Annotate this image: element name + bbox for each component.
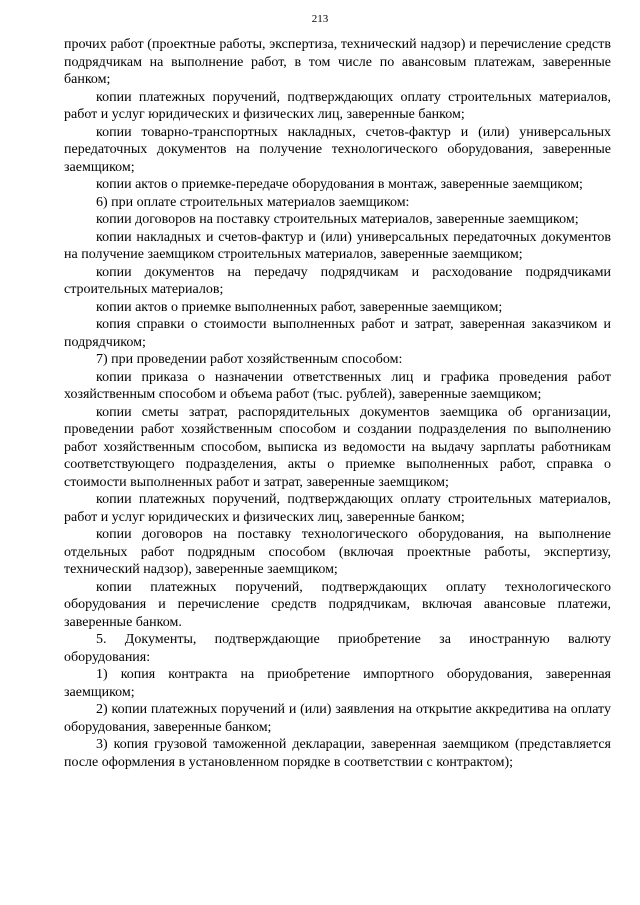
paragraph: 5. Документы, подтверждающие приобретение за иностранную валюту оборудования: xyxy=(64,632,611,665)
paragraph: копии договоров на поставку технологического оборудования, на выполнение отдельных работ подрядным способом (включая проектные работы, экспертизу, технический надзор), заверенные заемщиком; xyxy=(64,527,611,577)
paragraph: 2) копии платежных поручений и (или) заявления на открытие аккредитива на оплату оборудования, заверенные банком; xyxy=(64,702,611,735)
paragraph: копии актов о приемке-передаче оборудования в монтаж, заверенные заемщиком; xyxy=(96,177,583,192)
paragraph: прочих работ (проектные работы, экспертиза, технический надзор) и перечисление средств подрядчикам на выполнение работ, в том числе по авансовым платежам, заверенные банком; xyxy=(64,37,611,87)
paragraph: копии товарно-транспортных накладных, счетов-фактур и (или) универсальных передаточных документов на получение технологического оборудования, заверенные заемщиком; xyxy=(64,124,611,175)
paragraph: копии сметы затрат, распорядительных документов заемщика об организации, проведении работ хозяйственным способом и создании подразделения по выполнению работ хозяйственным способом, выписка из ведомости на выдачу зарплаты работникам соответствующего подразделения, акты о приемке выполненных работ, справка о стоимости выполненных работ и затрат, заверенные заемщиком; xyxy=(64,404,611,490)
paragraph: копии актов о приемке выполненных работ, заверенные заемщиком; xyxy=(96,299,503,315)
paragraph: 6) при оплате строительных материалов заемщиком: xyxy=(96,194,410,210)
paragraph: 1) копия контракта на приобретение импортного оборудования, заверенная заемщиком; xyxy=(64,667,611,700)
paragraph: копии платежных поручений, подтверждающих оплату строительных материалов, работ и услуг юридических и физических лиц, заверенные банком; xyxy=(64,492,611,525)
page-number: 213 xyxy=(311,13,329,25)
paragraph: 3) копия грузовой таможенной декларации, заверенная заемщиком (представляется после оформления в установленном порядке в соответствии с контрактом); xyxy=(64,737,611,770)
paragraph: копии платежных поручений, подтверждающих оплату строительных материалов, работ и услуг юридических и физических лиц, заверенные банком; xyxy=(64,89,611,122)
paragraph: копии накладных и счетов-фактур и (или) универсальных передаточных документов на получение заемщиком строительных материалов, заверенные заемщиком; xyxy=(64,229,611,262)
paragraph: копии платежных поручений, подтверждающих оплату технологического оборудования и перечисление средств подрядчикам, включая авансовые платежи, заверенные банком. xyxy=(64,579,611,630)
document-body xyxy=(64,36,611,771)
paragraph: копии договоров на поставку строительных материалов, заверенные заемщиком; xyxy=(96,212,579,227)
paragraph: копия справки о стоимости выполненных работ и затрат, заверенная заказчиком и подрядчиком; xyxy=(64,317,611,350)
paragraph: копии документов на передачу подрядчикам и расходование подрядчиками строительных материалов; xyxy=(64,264,611,297)
paragraph: 7) при проведении работ хозяйственным способом: xyxy=(96,352,403,367)
paragraph: копии приказа о назначении ответственных лиц и графика проведения работ хозяйственным способом и объема работ (тыс. рублей), заверенные заемщиком; xyxy=(64,369,611,402)
